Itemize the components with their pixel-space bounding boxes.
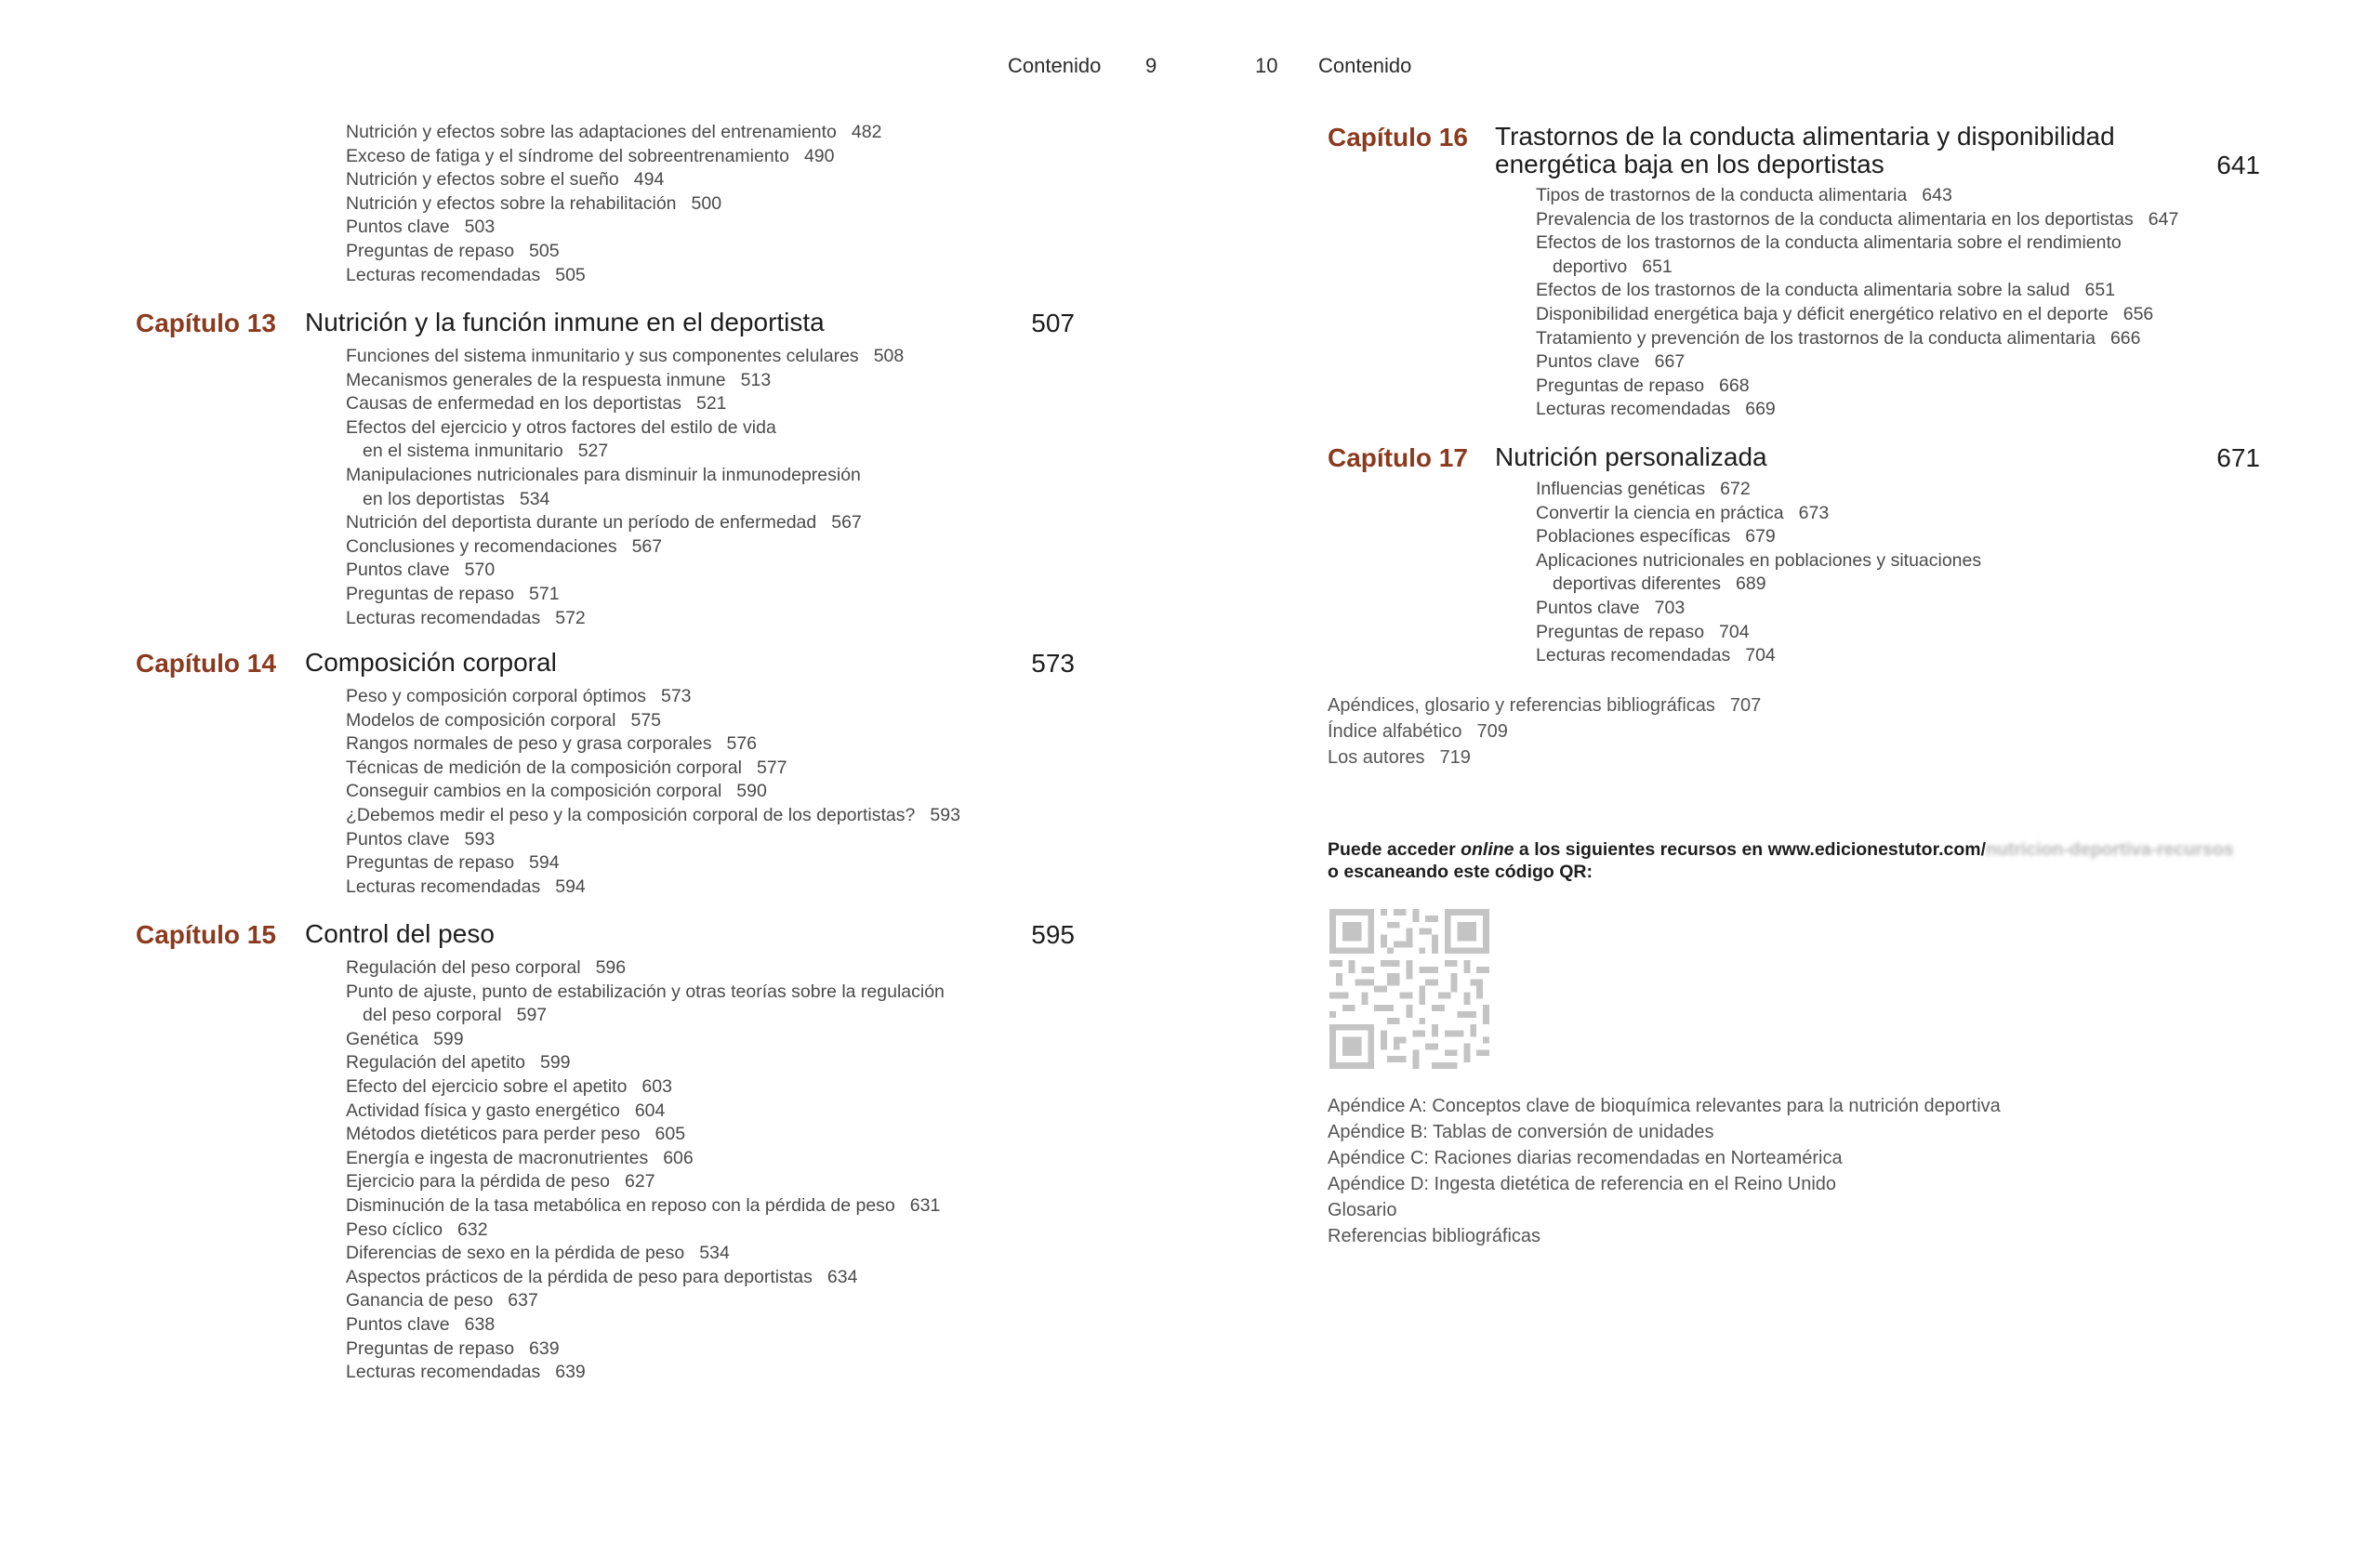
toc-entry-title: Influencias genéticas (1536, 479, 1706, 499)
toc-entry (346, 345, 904, 369)
toc-entry-page: 604 (634, 1100, 666, 1121)
toc-entry (346, 709, 960, 733)
toc-entry (1536, 375, 2178, 399)
toc-entry (1536, 279, 2178, 303)
toc-entry-page: 643 (1922, 185, 1952, 205)
toc-entry-continuation: en los deportistas 534 (363, 488, 550, 509)
toc-entry-title: Lecturas recomendadas (346, 876, 541, 897)
toc-entry-title: Convertir la ciencia en práctica (1536, 502, 1784, 523)
toc-entry-page: 605 (654, 1124, 686, 1145)
toc-entry-title: Nutrición del deportista durante un período de enfermedad (346, 512, 817, 534)
toc-entry (346, 511, 904, 535)
toc-entry-page: 505 (555, 264, 586, 285)
toc-entry-page: 639 (555, 1362, 586, 1383)
toc-chapter-15-entries (346, 956, 945, 1385)
toc-entry-page: 673 (1798, 502, 1830, 523)
toc-continuation-list (346, 121, 881, 287)
blurred-url-suffix: nutricion-deportiva-recursos (1986, 839, 2234, 860)
chapter-title: Nutrición y la función inmune en el deportista (305, 308, 825, 336)
toc-entry (346, 392, 904, 416)
toc-entry-page: 490 (803, 145, 835, 166)
toc-entry (1536, 621, 1981, 645)
toc-entry (346, 535, 904, 560)
toc-entry-page: 594 (529, 852, 560, 874)
toc-entry-page: 593 (464, 828, 496, 850)
toc-entry-page: 513 (740, 369, 772, 390)
toc-entry (1536, 502, 1981, 526)
toc-entry (346, 685, 960, 709)
running-header-label: Contenido (1008, 54, 1102, 77)
toc-entry-page: 521 (695, 393, 727, 415)
toc-entry (346, 981, 945, 1028)
toc-entry-title: Conclusiones y recomendaciones (346, 535, 617, 557)
toc-entry-title: Preguntas de repaso (346, 240, 515, 261)
toc-entry-title: Regulación del apetito (346, 1052, 525, 1074)
chapter-label: Capítulo 14 (136, 649, 276, 678)
toc-entry-continuation: deportivo 651 (1553, 256, 1673, 277)
appendix-item: Referencias bibliográficas (1328, 1226, 1541, 1246)
back-matter-item: Índice alfabético 709 (1328, 721, 1508, 742)
toc-entry-title: Regulación del peso corporal (346, 957, 581, 978)
chapter-label: Capítulo 16 (1328, 123, 1468, 152)
back-matter-item: Apéndices, glosario y referencias bibliográficas 707 (1328, 695, 1762, 716)
toc-entry-title: Funciones del sistema inmunitario y sus componentes celulares (346, 346, 859, 366)
toc-entry-title: Preguntas de repaso (346, 583, 515, 604)
toc-entry (346, 1289, 945, 1313)
toc-entry-title: Nutrición y efectos sobre las adaptaciones del entrenamiento (346, 122, 837, 142)
online-resources-note: Puede acceder online a los siguientes recursos en www.edicionestutor.com/nutricion-deportiva-recursos o escaneando este código QR: (1328, 839, 2234, 882)
toc-entry (346, 1337, 945, 1362)
toc-entry (346, 1170, 945, 1194)
toc-entry-page: 482 (851, 122, 882, 142)
chapter-page: 595 (1031, 920, 1075, 949)
toc-entry-title: Prevalencia de los trastornos de la conducta alimentaria en los deportistas (1536, 208, 2134, 230)
toc-entry (1536, 350, 2178, 375)
toc-entry-title: Lecturas recomendadas (1536, 399, 1731, 420)
toc-entry (1536, 549, 1981, 597)
toc-entry-page: 703 (1654, 597, 1686, 618)
toc-entry-title: Efectos de los trastornos de la conducta alimentaria sobre la salud (1536, 280, 2070, 301)
chapter-title: Trastornos de la conducta alimentaria y disponibilidad energética baja en los deportistas (1495, 122, 2115, 178)
toc-entry (346, 607, 904, 631)
toc-entry (346, 1051, 945, 1075)
toc-entry-page: 503 (464, 217, 496, 238)
toc-entry (1536, 208, 2178, 232)
toc-entry (1536, 478, 1981, 502)
toc-entry (1536, 327, 2178, 351)
toc-entry-title: Energía e ingesta de macronutrientes (346, 1147, 649, 1168)
toc-entry (346, 192, 881, 217)
toc-entry (346, 1100, 945, 1124)
toc-chapter-16-entries (1536, 184, 2178, 422)
chapter-title: Control del peso (305, 919, 495, 948)
toc-entry-page: 594 (555, 876, 586, 897)
toc-entry (346, 121, 881, 145)
toc-entry (346, 1266, 945, 1290)
toc-entry-page: 647 (2148, 208, 2179, 230)
toc-entry-title: Manipulaciones nutricionales para disminuir la inmunodepresión (346, 464, 861, 485)
toc-entry-page: 599 (433, 1028, 464, 1049)
toc-entry (346, 851, 960, 876)
appendix-item: Apéndice B: Tablas de conversión de unidades (1328, 1122, 1714, 1142)
toc-entry-title: Lecturas recomendadas (1536, 645, 1731, 666)
appendix-item: Glosario (1328, 1200, 1397, 1220)
toc-entry (346, 1242, 945, 1266)
toc-entry-page: 606 (663, 1147, 694, 1168)
toc-entry-page: 596 (595, 957, 627, 978)
toc-entry-page: 632 (457, 1219, 488, 1240)
toc-entry-title: Actividad física y gasto energético (346, 1100, 620, 1121)
toc-entry (346, 780, 960, 804)
toc-entry-title: Puntos clave (1536, 597, 1640, 618)
toc-entry-title: Exceso de fatiga y el síndrome del sobreentrenamiento (346, 145, 789, 166)
toc-entry-page: 651 (2084, 280, 2116, 301)
chapter-title: Nutrición personalizada (1495, 442, 1767, 471)
toc-entry-page: 679 (1745, 526, 1776, 547)
toc-entry-title: ¿Debemos medir el peso y la composición corporal de los deportistas? (346, 804, 916, 825)
toc-entry-page: 573 (660, 686, 692, 706)
toc-entry-title: Lecturas recomendadas (346, 607, 541, 628)
toc-entry-page: 597 (516, 1005, 548, 1026)
toc-entry-page: 505 (529, 240, 560, 261)
toc-entry-page: 667 (1654, 351, 1686, 373)
toc-entry-page: 508 (873, 346, 905, 366)
toc-entry-page: 599 (539, 1052, 571, 1074)
toc-chapter-13-entries (346, 345, 904, 630)
toc-entry-title: Mecanismos generales de la respuesta inmune (346, 369, 726, 390)
toc-entry-page: 704 (1745, 645, 1776, 666)
toc-entry-title: Efectos de los trastornos de la conducta alimentaria sobre el rendimiento (1536, 232, 2122, 254)
toc-entry-title: Conseguir cambios en la composición corporal (346, 781, 722, 802)
toc-entry-page: 637 (508, 1290, 538, 1311)
toc-entry (346, 240, 881, 264)
running-header-label: Contenido (1318, 54, 1412, 77)
toc-entry (346, 168, 881, 192)
toc-entry-page: 575 (630, 709, 662, 731)
chapter-label: Capítulo 17 (1328, 443, 1468, 472)
toc-entry (346, 1313, 945, 1337)
back-matter-list (1328, 692, 1761, 771)
chapter-page: 573 (1031, 649, 1075, 678)
toc-entry-continuation: del peso corporal 597 (363, 1005, 548, 1026)
appendix-list (1328, 1093, 2001, 1249)
chapter-page: 507 (1031, 309, 1075, 337)
toc-chapter-17-entries (1536, 478, 1981, 668)
chapter-page: 671 (2216, 443, 2260, 472)
toc-chapter-14-entries (346, 685, 960, 899)
toc-entry (1536, 597, 1981, 621)
toc-entry-title: Lecturas recomendadas (346, 264, 541, 285)
toc-entry-title: Puntos clave (346, 1313, 450, 1335)
toc-entry-title: Genética (346, 1028, 419, 1049)
toc-entry (346, 416, 904, 464)
toc-entry-page: 576 (726, 733, 758, 755)
toc-entry-title: Efectos del ejercicio y otros factores del estilo de vida (346, 416, 776, 438)
toc-entry-title: Preguntas de repaso (1536, 375, 1705, 396)
toc-entry-page: 500 (691, 192, 722, 214)
toc-entry-page: 572 (555, 607, 586, 628)
chapter-label: Capítulo 15 (136, 920, 276, 949)
toc-entry-title: Diferencias de sexo en la pérdida de peso (346, 1243, 685, 1264)
toc-entry-page: 669 (1745, 399, 1776, 420)
toc-entry-title: Preguntas de repaso (1536, 621, 1705, 642)
toc-entry-title: Preguntas de repaso (346, 852, 515, 874)
toc-entry-page: 672 (1720, 479, 1751, 499)
toc-entry-page: 666 (2109, 327, 2141, 349)
toc-entry-page: 577 (756, 757, 787, 778)
toc-entry (346, 369, 904, 393)
toc-entry (346, 1194, 945, 1219)
toc-entry-title: Puntos clave (346, 560, 450, 581)
toc-entry-page: 603 (641, 1075, 672, 1097)
toc-entry (346, 559, 904, 583)
toc-entry-title: Nutrición y efectos sobre la rehabilitación (346, 192, 677, 214)
toc-entry (346, 804, 960, 828)
toc-entry-title: Poblaciones específicas (1536, 526, 1731, 547)
toc-entry-page: 593 (930, 804, 960, 825)
toc-entry-page: 689 (1736, 573, 1766, 595)
toc-entry-title: Ganancia de peso (346, 1290, 494, 1311)
toc-entry-page: 639 (529, 1337, 560, 1359)
toc-entry-page: 494 (633, 169, 665, 191)
toc-entry (346, 956, 945, 981)
toc-entry-title: Puntos clave (346, 217, 450, 238)
toc-entry (1536, 398, 2178, 422)
toc-entry-title: Disponibilidad energética baja y déficit energético relativo en el deporte (1536, 303, 2109, 324)
toc-entry-page: 627 (625, 1171, 655, 1192)
appendix-item: Apéndice A: Conceptos clave de bioquímica relevantes para la nutrición deportiva (1328, 1096, 2001, 1116)
toc-entry (346, 1147, 945, 1171)
toc-entry-continuation: en el sistema inmunitario 527 (363, 441, 609, 462)
toc-entry (1536, 184, 2178, 208)
toc-entry (346, 1219, 945, 1243)
appendix-item: Apéndice D: Ingesta dietética de referencia en el Reino Unido (1328, 1174, 1837, 1194)
toc-entry-page: 567 (631, 535, 663, 557)
qr-code-icon (1328, 909, 1491, 1069)
toc-entry-title: Rangos normales de peso y grasa corporales (346, 733, 712, 755)
toc-entry-page: 704 (1719, 621, 1750, 642)
chapter-label: Capítulo 13 (136, 309, 276, 337)
back-matter-item: Los autores 719 (1328, 747, 1471, 768)
toc-entry-title: Peso cíclico (346, 1219, 443, 1240)
toc-entry-title: Puntos clave (346, 828, 450, 850)
toc-entry-title: Técnicas de medición de la composición corporal (346, 757, 742, 778)
toc-entry-page: 534 (699, 1243, 730, 1264)
toc-entry (1536, 525, 1981, 549)
toc-entry-title: Preguntas de repaso (346, 1337, 515, 1359)
toc-entry-page: 590 (736, 781, 767, 802)
chapter-page: 641 (2216, 151, 2260, 179)
toc-entry-title: Tratamiento y prevención de los trastornos de la conducta alimentaria (1536, 327, 2096, 349)
toc-entry (346, 216, 881, 240)
toc-entry-title: Tipos de trastornos de la conducta alimentaria (1536, 185, 1908, 205)
toc-entry-title: Aplicaciones nutricionales en poblaciones y situaciones (1536, 549, 1982, 571)
toc-entry-title: Causas de enfermedad en los deportistas (346, 393, 681, 415)
toc-entry-title: Modelos de composición corporal (346, 709, 616, 731)
toc-entry-page: 571 (529, 583, 560, 604)
toc-entry (1536, 231, 2178, 279)
toc-entry (346, 1028, 945, 1052)
toc-entry-title: Aspectos prácticos de la pérdida de peso para deportistas (346, 1266, 813, 1287)
toc-entry-title: Ejercicio para la pérdida de peso (346, 1171, 611, 1192)
toc-entry-page: 638 (464, 1313, 496, 1335)
toc-entry (1536, 303, 2178, 327)
right-running-header (1255, 54, 1441, 78)
toc-entry-page: 634 (826, 1266, 858, 1287)
chapter-title: Composición corporal (305, 648, 557, 677)
toc-entry-title: Puntos clave (1536, 351, 1640, 373)
left-running-header (1008, 54, 1194, 78)
toc-entry-title: Punto de ajuste, punto de estabilización y otras teorías sobre la regulación (346, 981, 945, 1002)
toc-entry (346, 464, 904, 511)
toc-entry-title: Disminución de la tasa metabólica en reposo con la pérdida de peso (346, 1194, 895, 1216)
toc-entry (346, 264, 881, 288)
toc-entry (1536, 644, 1981, 668)
toc-entry-title: Lecturas recomendadas (346, 1362, 541, 1383)
toc-entry (346, 1123, 945, 1147)
toc-entry (346, 732, 960, 757)
toc-entry (346, 876, 960, 900)
toc-entry-page: 631 (909, 1194, 941, 1216)
toc-entry-page: 668 (1719, 375, 1750, 396)
toc-entry-title: Efecto del ejercicio sobre el apetito (346, 1075, 628, 1097)
page-number: 10 (1255, 54, 1278, 77)
toc-entry (346, 828, 960, 852)
toc-entry-page: 534 (519, 488, 550, 509)
toc-entry (346, 757, 960, 781)
toc-entry-page: 567 (831, 512, 862, 534)
toc-entry (346, 1075, 945, 1100)
toc-entry-continuation: deportivas diferentes 689 (1553, 573, 1766, 595)
toc-entry-title: Nutrición y efectos sobre el sueño (346, 169, 619, 191)
toc-entry-page: 651 (1642, 256, 1673, 277)
appendix-item: Apéndice C: Raciones diarias recomendadas en Norteamérica (1328, 1148, 1843, 1168)
toc-entry-page: 656 (2122, 303, 2154, 324)
toc-entry-title: Peso y composición corporal óptimos (346, 686, 646, 706)
toc-entry-title: Métodos dietéticos para perder peso (346, 1124, 641, 1145)
toc-entry-page: 570 (464, 560, 496, 581)
toc-entry (346, 145, 881, 169)
toc-entry (346, 1361, 945, 1385)
toc-entry (346, 583, 904, 607)
toc-entry-page: 527 (577, 441, 609, 462)
page-number: 9 (1145, 54, 1157, 77)
